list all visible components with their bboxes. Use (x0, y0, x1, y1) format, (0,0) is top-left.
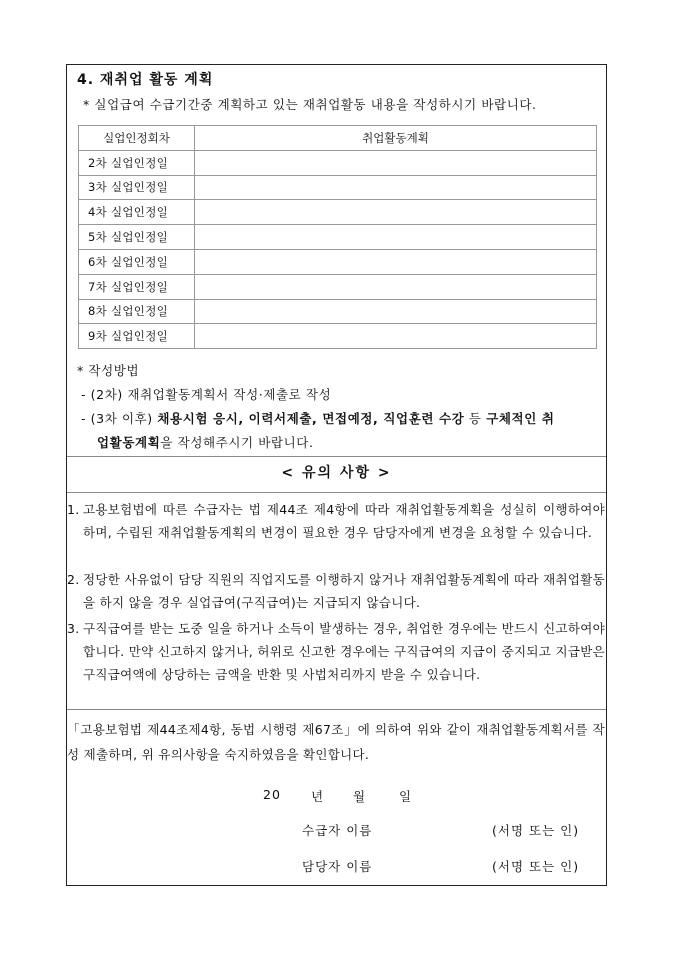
howto-line-3 (97, 433, 314, 451)
table-row (79, 150, 597, 175)
table-row (79, 274, 597, 299)
plan-cell[interactable] (195, 274, 597, 299)
plan-cell[interactable] (195, 175, 597, 200)
section-note: * 실업급여 수급기간중 계획하고 있는 재취업활동 내용을 작성하시기 바랍니다. (83, 97, 537, 112)
row-label: 7차 실업인정일 (79, 274, 195, 299)
date-year: 20 (263, 787, 281, 802)
howto-line-3-rest: 을 작성해주시기 바랍니다. (160, 435, 314, 450)
divider (67, 456, 606, 457)
howto-line-2-mid: 등 (464, 411, 487, 426)
officer-sign-hint: (서명 또는 인) (492, 859, 580, 874)
plan-table (78, 125, 597, 349)
howto-line-2 (81, 409, 555, 427)
howto-line-3-bold: 업활동계획 (97, 435, 161, 450)
caution-item-number: 3. (67, 621, 80, 636)
date-month-unit: 월 (353, 789, 367, 804)
divider (67, 709, 606, 710)
howto-line-2-bold: 채용시험 응시, 이력서제출, 면접예정, 직업훈련 수강 (157, 411, 465, 426)
table-row (79, 225, 597, 250)
table-row (79, 249, 597, 274)
col-header-plan: 취업활동계획 (195, 126, 597, 151)
plan-cell[interactable] (195, 249, 597, 274)
caution-item-text: 고용보험법에 따른 수급자는 법 제44조 제4항에 따라 재취업활동계획을 성실히 이행하여야 하며, 수립된 재취업활동계획의 변경이 필요한 경우 담당자에게 변경을 요청할 수 있습니다. (83, 502, 605, 540)
table-row (79, 175, 597, 200)
howto-title: * 작성방법 (77, 363, 140, 378)
plan-cell[interactable] (195, 225, 597, 250)
caution-item-number: 1. (67, 502, 80, 517)
date-day-unit: 일 (399, 789, 413, 804)
plan-cell[interactable] (195, 150, 597, 175)
row-label: 8차 실업인정일 (79, 299, 195, 324)
row-label: 4차 실업인정일 (79, 200, 195, 225)
plan-cell[interactable] (195, 200, 597, 225)
caution-item-1 (67, 498, 607, 544)
declaration-text: 「고용보험법 제44조제4항, 동법 시행령 제67조」에 의하여 위와 같이 재취업활동계획서를 작성 제출하며, 위 유의사항을 숙지하였음을 확인합니다. (67, 722, 605, 762)
caution-title: < 유의 사항 > (281, 465, 392, 481)
caution-item-number: 2. (67, 572, 80, 587)
table-row (79, 324, 597, 349)
caution-item-2 (67, 568, 607, 614)
recipient-sign-hint: (서명 또는 인) (492, 823, 580, 838)
plan-cell[interactable] (195, 299, 597, 324)
howto-line-1: - (2차) 재취업활동계획서 작성·제출로 작성 (81, 387, 332, 402)
row-label: 5차 실업인정일 (79, 225, 195, 250)
officer-name-label: 담당자 이름 (302, 859, 373, 874)
howto-line-2-prefix: - (3차 이후) (81, 411, 158, 426)
plan-cell[interactable] (195, 324, 597, 349)
row-label: 3차 실업인정일 (79, 175, 195, 200)
date-year-unit: 년 (311, 789, 325, 804)
form-frame (66, 64, 607, 886)
col-header-round: 실업인정회차 (79, 126, 195, 151)
row-label: 2차 실업인정일 (79, 150, 195, 175)
divider (67, 492, 606, 493)
row-label: 6차 실업인정일 (79, 249, 195, 274)
row-label: 9차 실업인정일 (79, 324, 195, 349)
table-row (79, 299, 597, 324)
caution-item-text: 구직급여를 받는 도중 일을 하거나 소득이 발생하는 경우, 취업한 경우에는 반드시 신고하여야 합니다. 만약 신고하지 않거나, 허위로 신고한 경우에는 구직급여의 지급이 중지되고 지급받은 구직급여액에 상당하는 금액을 반환 및 사법처리까지 받을 수 있습니다. (83, 621, 605, 682)
caution-item-text: 정당한 사유없이 담당 직원의 직업지도를 이행하지 않거나 재취업활동계획에 따라 재취업활동을 하지 않을 경우 실업급여(구직급여)는 지급되지 않습니다. (83, 572, 605, 610)
table-row (79, 200, 597, 225)
table-header-row (79, 126, 597, 151)
recipient-name-label: 수급자 이름 (302, 823, 373, 838)
caution-item-3 (67, 617, 607, 686)
section-title: 4. 재취업 활동 계획 (77, 72, 214, 88)
howto-line-2-bold2: 구체적인 취 (486, 411, 555, 426)
